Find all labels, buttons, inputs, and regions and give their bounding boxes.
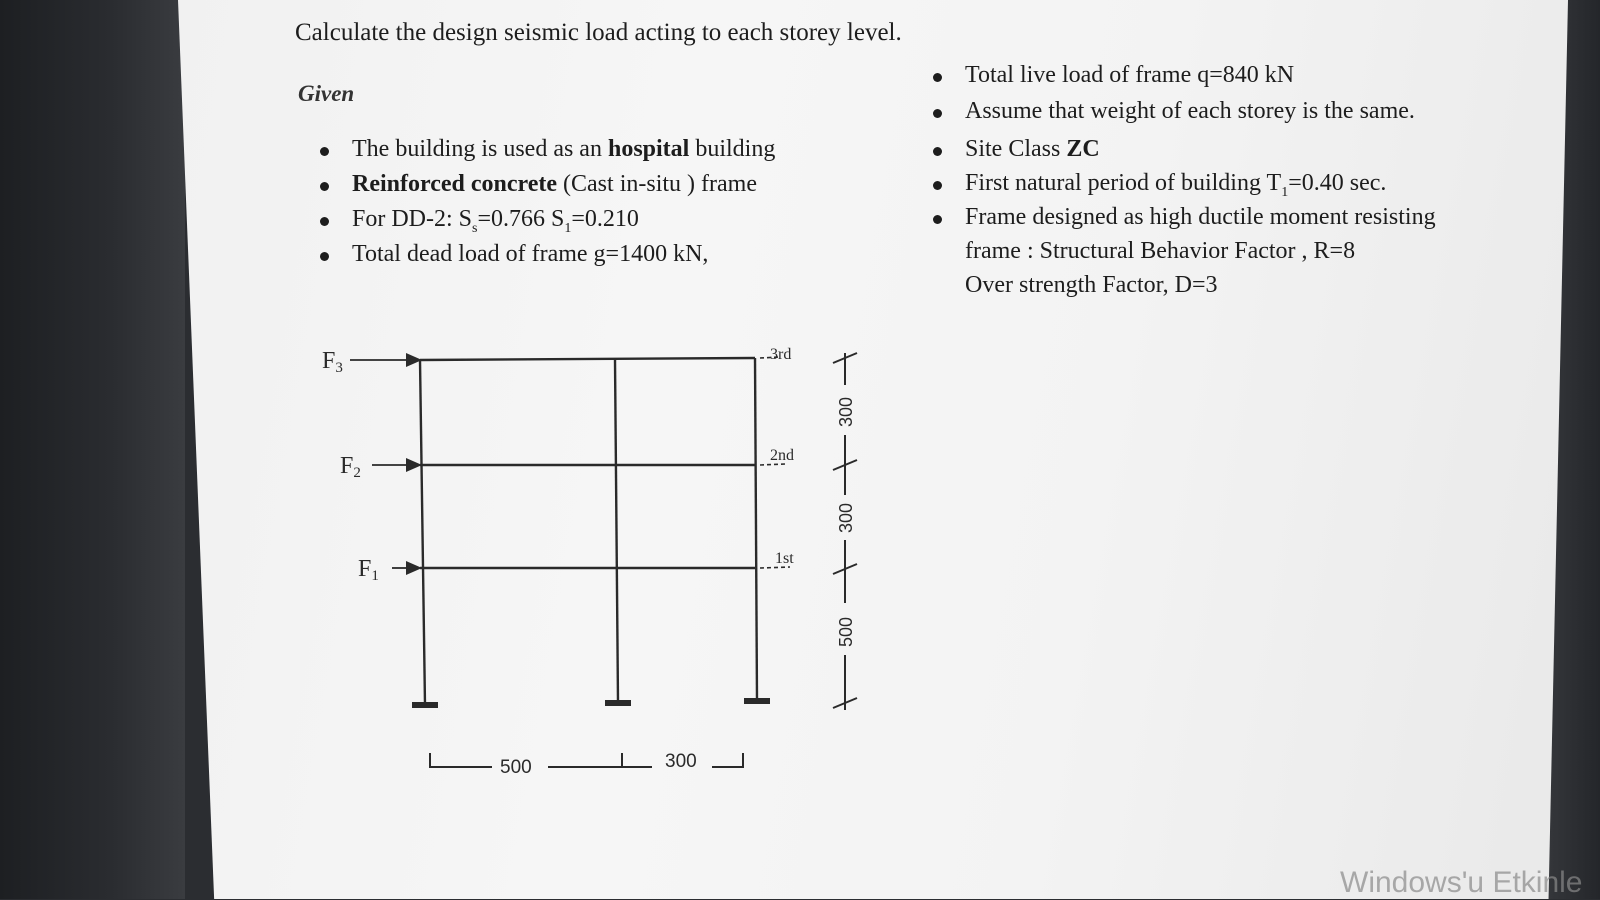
bullet-icon	[320, 217, 329, 226]
span-label-1: 500	[500, 757, 532, 778]
list-item-continuation: Over strength Factor, D=3	[965, 272, 1218, 298]
level-leader	[760, 567, 790, 568]
force-label-f3: F3	[322, 348, 343, 376]
bullet-icon	[933, 181, 942, 190]
list-item: Site Class ZC	[965, 136, 1100, 163]
level-label-1st: 1st	[775, 550, 794, 567]
bullet-icon	[933, 73, 942, 82]
bullet-icon	[320, 147, 329, 156]
force-label-f1: F1	[358, 556, 379, 584]
list-item: Assume that weight of each storey is the same.	[965, 98, 1415, 125]
bullet-icon	[933, 147, 942, 156]
span-dim-line	[430, 753, 492, 767]
span-dim-line	[712, 753, 743, 767]
column-right	[755, 358, 757, 701]
height-label-2nd: 300	[836, 502, 856, 533]
list-item: Frame designed as high ductile moment resisting	[965, 204, 1436, 231]
given-label: Given	[298, 81, 355, 106]
height-label-1st: 500	[836, 616, 856, 647]
frame-diagram	[300, 335, 880, 805]
span-dim-line	[548, 753, 622, 767]
level-leader	[760, 464, 785, 465]
bullet-icon	[320, 252, 329, 261]
arrowhead-icon	[406, 561, 422, 575]
list-item-continuation: frame : Structural Behavior Factor , R=8	[965, 238, 1356, 264]
level-label-2nd: 2nd	[770, 447, 794, 464]
windows-activation-watermark: Windows'u Etkinle	[1340, 866, 1583, 899]
bullet-icon	[320, 182, 329, 191]
level-label-3rd: 3rd	[770, 346, 792, 363]
problem-title: Calculate the design seismic load acting to each storey level.	[295, 19, 902, 46]
force-label-f2: F2	[340, 453, 361, 481]
list-item: Reinforced concrete (Cast in-situ ) frame	[352, 171, 757, 198]
list-item: For DD-2: $S_s=0.766$ $S_1=0.210$	[352, 206, 639, 237]
list-item: Total dead load of frame g=1400 kN,	[352, 241, 708, 268]
height-label-3rd: 300	[836, 396, 856, 427]
list-item: Total live load of frame q=840 kN	[965, 62, 1294, 89]
beam-3rd-floor	[420, 358, 755, 360]
bullet-icon	[933, 109, 942, 118]
bullet-icon	[933, 215, 942, 224]
column-left	[420, 360, 425, 705]
list-item: The building is used as an hospital building	[352, 136, 775, 163]
column-middle	[615, 360, 618, 703]
screen-bezel-left	[0, 0, 185, 899]
arrowhead-icon	[406, 458, 422, 472]
span-label-2: 300	[665, 751, 697, 772]
list-item: First natural period of building $T_1=0.40$ sec.	[965, 170, 1386, 201]
